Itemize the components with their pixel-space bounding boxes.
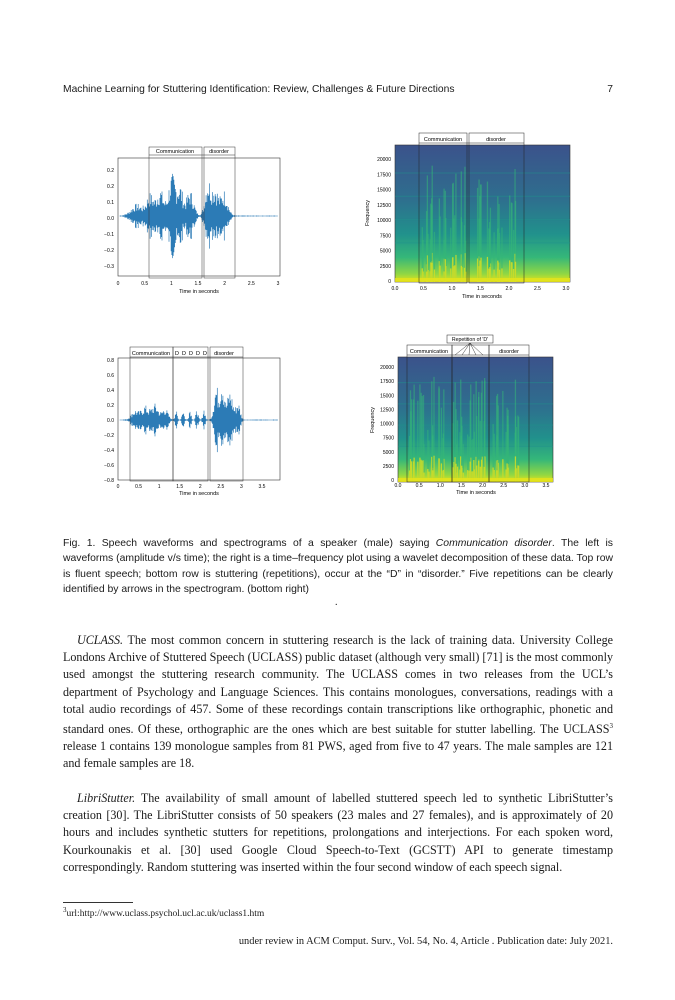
spectrogram-top-ytick-5: 7500: [379, 233, 391, 240]
waveform-top-ytick-0: 0.2: [107, 168, 114, 174]
waveform-bottom-box-repetitions: [173, 347, 208, 481]
paragraph-uclass-text-b: release 1 contains 139 monologue samples from 81 PWS, aged from five to 47 years. The male samples are 121 and female samples are 18.: [63, 739, 613, 771]
waveform-bottom-panel: [104, 347, 280, 497]
waveform-bottom-xtick-0: 0: [116, 484, 120, 490]
caption-part-c: . The left is waveforms (amplitude v/s time); the right is a time–frequency plot using a wavelet decomposition of these data. Top row is fluent speech; bottom row is stuttering (repetitions), occur at the “D” in “disorder.” Five repetitions can be clearly identified by arrows in the spectrogram. (bottom right): [63, 538, 613, 596]
waveform-top-xticks: [117, 281, 280, 287]
spectrogram-top-panel: [365, 133, 570, 300]
footnote-mark: 3: [63, 906, 67, 914]
waveform-top-xtick-5: 2.5: [247, 281, 255, 287]
spectrogram-bottom-label-disorder: disorder: [499, 349, 519, 355]
waveform-bottom-xtick-4: 2: [198, 484, 202, 490]
spectrogram-bottom-ytick-2: 15000: [380, 393, 394, 400]
waveform-bottom-xtick-7: 3.5: [258, 484, 266, 490]
spectrogram-top-label-disorder: disorder: [486, 137, 506, 143]
waveform-bottom-xtick-3: 1.5: [176, 484, 184, 490]
spectrogram-bottom-ytick-1: 17500: [380, 379, 394, 386]
spectrogram-bottom-ytick-5: 7500: [382, 435, 394, 442]
waveform-bottom-label-d3: D: [189, 351, 193, 357]
waveform-bottom-ytick-0: 0.8: [107, 358, 114, 364]
spectrogram-bottom-xtick-6: 3.0: [521, 483, 529, 489]
waveform-top-xtick-3: 1.5: [194, 281, 202, 287]
waveform-bottom-label-d4: D: [196, 351, 200, 357]
waveform-bottom-xlabel: Time in seconds: [179, 491, 219, 497]
waveform-bottom-ytick-3: 0.2: [107, 403, 114, 409]
spectrogram-top-ytick-4: 10000: [377, 218, 391, 224]
footnote-text: url:http://www.uclass.psychol.ucl.ac.uk/uclass1.htm: [66, 909, 265, 920]
footnote-ref: 3: [609, 722, 613, 731]
waveform-bottom-label-d2: D: [182, 351, 186, 357]
spectrogram-top-xtick-0: 0.0: [391, 286, 399, 292]
spectrogram-bottom-ytick-3: 12500: [380, 407, 394, 414]
spectrogram-top-ytick-8: 0: [388, 279, 391, 285]
spectrogram-top-xtick-4: 2.0: [505, 286, 513, 292]
separator-dot: .: [335, 597, 338, 608]
waveform-top-xtick-4: 2: [223, 281, 227, 287]
spectrogram-top-xtick-1: 0.5: [420, 286, 427, 292]
spectrogram-top-xtick-2: 1.0: [448, 286, 456, 292]
waveform-top-yticks: [104, 168, 114, 270]
spectrogram-bottom-xtick-3: 1.5: [457, 483, 465, 489]
waveform-top-ytick-5: −0.2: [104, 248, 114, 254]
spectrogram-top-ytick-0: 20000: [377, 157, 391, 163]
waveform-bottom-label-communication: Communication: [131, 351, 171, 357]
waveform-top-ytick-2: 0.1: [107, 200, 114, 206]
spectrogram-bottom-ytick-8: 0: [391, 478, 394, 484]
spectrogram-bottom-xticks: [395, 483, 550, 489]
spectrogram-bottom-xtick-7: 3.5: [542, 483, 550, 489]
page-number: 7: [607, 84, 613, 95]
spectrogram-top-ytick-2: 15000: [377, 187, 391, 194]
waveform-top-panel: [104, 147, 280, 295]
paragraph-libristutter: [63, 790, 613, 876]
spectrogram-bottom-annotation: Repetition of 'D': [451, 337, 489, 343]
page-footer: under review in ACM Comput. Surv., Vol. 54, No. 4, Article . Publication date: July 2021.: [238, 936, 613, 947]
paragraph-heading-libristutter: LibriStutter.: [77, 791, 136, 805]
waveform-top-ytick-6: −0.3: [104, 264, 114, 270]
spectrogram-bottom-xlabel: Time in seconds: [456, 490, 496, 496]
paragraph-uclass-text-a: The most common concern in stuttering research is the lack of training data. University College Londons Archive of Stuttered Speech (UCLASS) public dataset (although very small) [71] is the most commonly used amongst the stuttering research community. The UCLASS comes in two releases from the UCL’s department of Psychology and Language Sciences. This contains monologues, conversations, readings with a total audio recordings of 457. Some of these recordings contain transcriptions like orthographic, phonetic and standard ones. Of these, orthographic are the ones which are best suitable for stutter labelling. The UCLASS: [63, 633, 613, 737]
waveform-top-ytick-4: −0.1: [104, 232, 114, 238]
waveform-top-xtick-0: 0: [116, 281, 120, 287]
spectrogram-bottom-panel: [370, 335, 553, 496]
spectrogram-bottom-yticks: [380, 365, 394, 484]
spectrogram-top-image: [395, 145, 570, 282]
spectrogram-bottom-ytick-4: 10000: [380, 421, 394, 428]
waveform-top-xlabel: Time in seconds: [179, 289, 219, 295]
waveform-top-xtick-1: 0.5: [141, 281, 149, 287]
footnote: [63, 906, 264, 919]
waveform-bottom-xtick-1: 0.5: [135, 484, 143, 490]
spectrogram-top-yticks: [377, 157, 391, 285]
spectrogram-top-xtick-6: 3.0: [562, 286, 570, 292]
waveform-bottom-xticks: [117, 484, 266, 490]
spectrogram-top-label-communication: Communication: [423, 137, 463, 143]
spectrogram-top-ytick-1: 17500: [377, 172, 391, 179]
spectrogram-bottom-xtick-1: 0.5: [415, 483, 423, 489]
spectrogram-top-xlabel: Time in seconds: [462, 294, 502, 300]
waveform-top-label-disorder: disorder: [209, 149, 229, 155]
waveform-bottom-xtick-2: 1: [157, 484, 161, 490]
spectrogram-bottom-ytick-7: 2500: [382, 463, 394, 470]
waveform-bottom-ytick-7: −0.6: [104, 463, 114, 469]
waveform-top-label-communication: Communication: [155, 149, 195, 155]
waveform-bottom-xtick-5: 2.5: [217, 484, 225, 490]
spectrogram-top-xtick-5: 2.5: [534, 286, 541, 292]
waveform-top-xtick-2: 1: [169, 281, 173, 287]
spectrogram-top-xticks: [392, 286, 570, 292]
paragraph-heading-uclass: UCLASS.: [77, 633, 124, 647]
waveform-top-signal: [120, 174, 278, 258]
caption-part-a: Fig. 1. Speech waveforms and spectrograms of a speaker (male) saying: [63, 538, 436, 549]
waveform-bottom-ytick-4: 0.0: [107, 418, 114, 424]
waveform-bottom-yticks: [104, 358, 114, 484]
waveform-bottom-xtick-6: 3: [240, 484, 243, 490]
header-title: Machine Learning for Stuttering Identification: Review, Challenges & Future Directions: [63, 84, 455, 95]
figure-caption: [63, 536, 613, 598]
waveform-bottom-ytick-6: −0.4: [104, 448, 114, 454]
spectrogram-top-ytick-3: 12500: [377, 202, 391, 209]
paragraph-uclass: [63, 632, 613, 773]
spectrogram-top-ytick-7: 2500: [379, 263, 391, 270]
waveform-bottom-ytick-1: 0.6: [107, 373, 114, 379]
spectrogram-top-ytick-6: 5000: [379, 248, 391, 255]
spectrogram-bottom-xtick-0: 0.0: [394, 483, 402, 489]
spectrogram-top-xtick-3: 1.5: [477, 286, 484, 292]
waveform-bottom-signal: [120, 388, 278, 452]
waveform-bottom-ytick-5: −0.2: [104, 433, 114, 439]
spectrogram-bottom-ylabel: Frequency: [370, 407, 376, 433]
paragraph-libristutter-text: The availability of small amount of labelled stuttered speech led to synthetic LibriStutter’s creation [30]. The LibriStutter consists of 50 speakers (23 males and 27 females), and is approximately of 20 hours and includes synthetic stutters for repetitions, prolongations and interjections. For each spoken word, Kourkounakis et al. [30] used Google Cloud Speech-to-Text (GCSTT) API to generate timestamp correspondingly. Random stuttering was inserted within the four second window of each speech signal.: [63, 791, 613, 874]
spectrogram-bottom-xtick-2: 1.0: [436, 483, 444, 489]
spectrogram-top-ylabel: Frequency: [365, 200, 371, 226]
waveform-top-xtick-6: 3: [276, 281, 280, 287]
spectrogram-bottom-label-communication: Communication: [409, 349, 449, 355]
footnote-rule: [63, 902, 133, 903]
spectrogram-bottom-xtick-5: 2.5: [500, 483, 508, 489]
waveform-bottom-label-disorder: disorder: [214, 351, 234, 357]
waveform-top-ytick-3: 0.0: [107, 216, 114, 222]
spectrogram-bottom-xtick-4: 2.0: [479, 483, 487, 489]
waveform-bottom-label-d5: D: [203, 351, 207, 357]
caption-phrase: Communication disorder: [435, 538, 552, 549]
waveform-top-ytick-1: 0.2: [107, 184, 114, 190]
waveform-bottom-ytick-2: 0.4: [107, 388, 114, 394]
waveform-bottom-ytick-8: −0.8: [104, 478, 114, 484]
spectrogram-bottom-ytick-0: 20000: [380, 365, 394, 371]
waveform-bottom-label-d1: D: [175, 351, 179, 357]
spectrogram-bottom-ytick-6: 5000: [382, 449, 394, 456]
